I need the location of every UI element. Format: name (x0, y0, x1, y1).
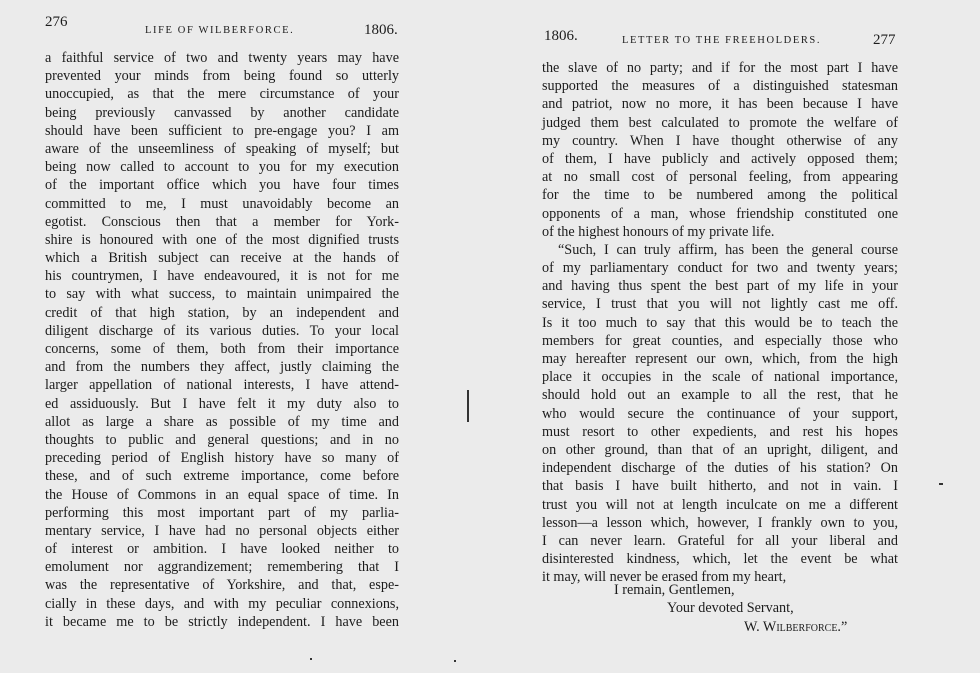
text-line: allot as large a share as possible of my time and (45, 413, 399, 430)
text-line: the slave of no party; and if for the most part I have (542, 60, 898, 76)
text-line: emolument nor aggrandizement; remembering that I (45, 559, 399, 576)
gutter-mark (467, 390, 469, 422)
text-line: of interest or ambition. I have looked neither to (45, 541, 399, 558)
text-line: prevented your minds from being found so utterly (45, 68, 399, 85)
text-line: to say with what success, to maintain unimpaired the (45, 286, 399, 303)
text-line: being previously canvassed by another candidate (45, 104, 399, 121)
text-line: who would secure the continuance of your support, (542, 405, 898, 422)
body-text (542, 59, 898, 586)
text-line: trust you will not at length inculcate on me a different (542, 496, 898, 513)
text-line: on other ground, than that of an upright, diligent, and (542, 441, 898, 458)
text-line: unoccupied, as that the mere circumstance of your (45, 86, 399, 103)
text-line: may hereafter represent our own, which, from the high (542, 351, 898, 367)
text-line: disinterested kindness, which, let the event be what (542, 551, 898, 568)
text-line: and having thus spent the best part of my life in your (542, 278, 898, 295)
text-line: credit of that high station, by an independent and (45, 304, 399, 321)
text-line: “Such, I can truly affirm, has been the general course (558, 241, 898, 258)
text-line: his countrymen, I have endeavoured, it is not for me (45, 268, 399, 285)
left-page (0, 0, 470, 673)
text-line: the House of Commons in an equal space of time. In (45, 486, 399, 503)
signature: W. Wilberforce.” (744, 619, 848, 635)
closing-salutation: I remain, Gentlemen, (614, 582, 735, 598)
text-line: thoughts to public and general questions; and in no (45, 431, 399, 448)
text-line: Is it too much to say that this would be to teach the (542, 314, 898, 331)
text-line: a faithful service of two and twenty years may have (45, 50, 399, 66)
scan-speck (454, 660, 456, 662)
running-year: 1806. (544, 28, 578, 44)
text-line: I can never learn. Grateful for all your liberal and (542, 532, 898, 549)
text-line: it became me to be strictly independent. I have been (45, 613, 399, 630)
text-line: which a British subject can receive at the hands of (45, 250, 399, 267)
text-line: egotist. Conscious then that a member for York- (45, 213, 399, 230)
text-line: service, I trust that you will not lightly cast me off. (542, 296, 898, 313)
text-line: was the representative of Yorkshire, and that, espe- (45, 577, 399, 594)
running-title: LETTER TO THE FREEHOLDERS. (622, 35, 822, 46)
text-line: lesson—a lesson which, however, I frankly own to you, (542, 514, 898, 531)
text-line: larger appellation of national interests, I have attend- (45, 377, 399, 394)
body-text (45, 49, 399, 631)
text-line: for the time to be numbered among the political (542, 187, 898, 204)
text-line: of my parliamentary conduct for two and twenty years; (542, 260, 898, 277)
text-line: of the highest honours of my private life. (542, 223, 775, 240)
text-line: should hold out an example to all the rest, that he (542, 387, 898, 404)
text-line: it may, will never be erased from my heart, (542, 569, 787, 586)
text-line: committed to me, I must unavoidably become an (45, 195, 399, 212)
text-line: ed assiduously. But I have felt it my duty also to (45, 395, 399, 412)
text-line: and from the numbers they affect, justly claiming the (45, 359, 399, 376)
text-line: of them, I have publicly and actively opposed them; (542, 150, 898, 167)
text-line: mentary service, I have had no personal objects either (45, 522, 399, 539)
scan-speck (939, 483, 943, 485)
text-line: aware of the unseemliness of speaking of myself; but (45, 140, 399, 157)
page-number: 276 (45, 14, 68, 30)
text-line: independent discharge of the duties of his station? On (542, 460, 898, 477)
text-line: at no small cost of personal feeling, from appearing (542, 169, 898, 186)
text-line: place it occupies in the scale of national importance, (542, 369, 898, 386)
text-line: supported the measures of a distinguished statesman (542, 78, 898, 95)
text-line: that basis I have built hitherto, and not in vain. I (542, 478, 898, 495)
text-line: concerns, some of them, both from their importance (45, 341, 399, 357)
text-line: performing this most important part of my parlia- (45, 504, 399, 521)
text-line: judged them best calculated to promote the welfare of (542, 114, 898, 131)
text-line: cially in these days, and with my peculiar connexions, (45, 595, 399, 612)
text-line: being now called to account to you for my execution (45, 159, 399, 176)
text-line: members for great counties, and especially those who (542, 332, 898, 349)
text-line: these, and of such extreme importance, come before (45, 468, 399, 485)
running-year: 1806. (364, 22, 398, 38)
text-line: diligent discharge of its various duties. To your local (45, 322, 399, 339)
text-line: preceding period of English history have so many of (45, 450, 399, 467)
text-line: and patriot, now no more, it has been because I have (542, 96, 898, 113)
scan-speck (310, 658, 312, 660)
text-line: should have been sufficient to pre-engage you? I am (45, 122, 399, 139)
closing-valediction: Your devoted Servant, (667, 600, 794, 616)
page-number: 277 (873, 32, 896, 48)
text-line: of the important office which you have four times (45, 177, 399, 194)
text-line: opponents of a man, whose friendship constituted one (542, 205, 898, 222)
text-line: must resort to other expedients, and rest his hopes (542, 423, 898, 440)
right-page (490, 0, 980, 673)
text-line: my country. When I have thought otherwise of any (542, 132, 898, 149)
running-title: LIFE OF WILBERFORCE. (145, 25, 295, 36)
text-line: shire is honoured with one of the most dignified trusts (45, 231, 399, 248)
